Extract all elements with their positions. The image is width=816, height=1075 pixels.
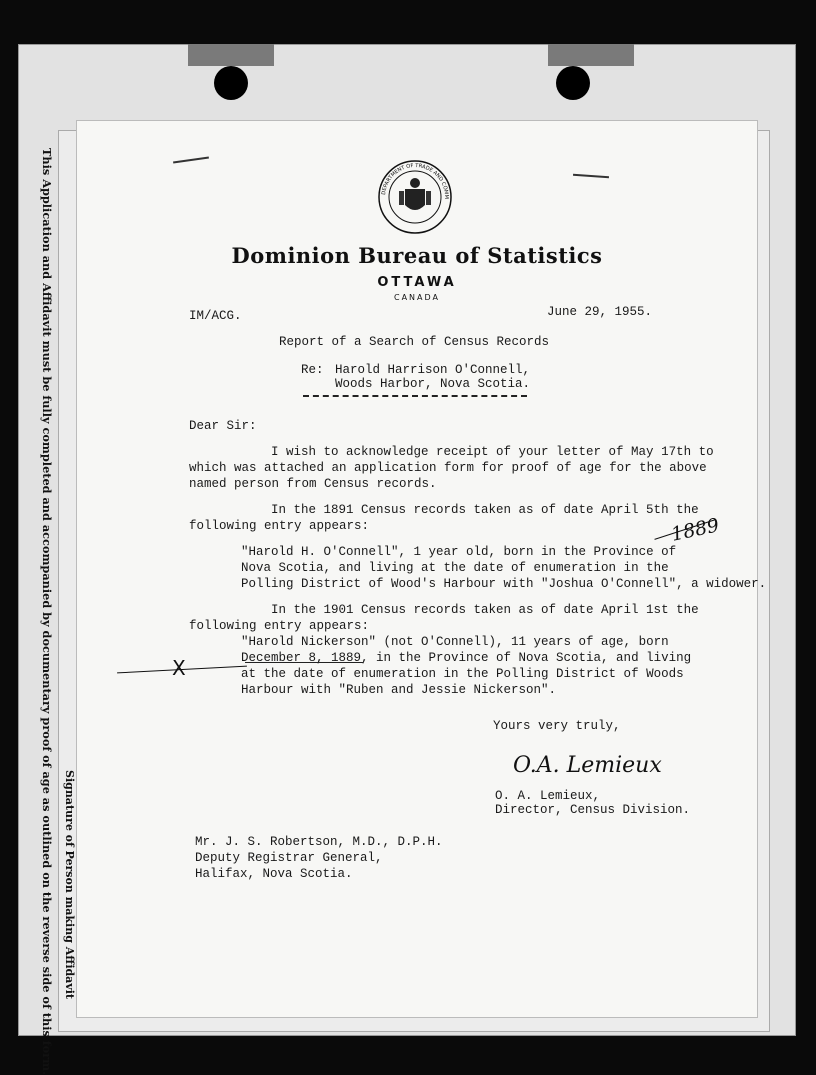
body-line: following entry appears: [189,519,370,533]
body-line: which was attached an application form for proof of age for the above [189,461,707,475]
body-line: named person from Census records. [189,477,437,491]
pen-mark [573,174,609,179]
body-line: In the 1901 Census records taken as of date April 1st the [271,603,699,617]
coat-of-arms-seal [377,159,453,235]
punch-hole-left [214,66,248,100]
quote-line: Nova Scotia, and living at the date of enumeration in the [241,561,669,575]
recipient-line: Deputy Registrar General, [195,851,383,865]
punch-hole-right [556,66,590,100]
organization-country: CANADA [393,293,440,302]
salutation: Dear Sir: [189,419,257,433]
reference-code: IM/ACG. [189,309,242,323]
re-place: Woods Harbor, Nova Scotia. [335,377,531,391]
recipient-line: Mr. J. S. Robertson, M.D., D.P.H. [195,835,443,849]
handwritten-year: 1889 [669,514,722,546]
side-signature-label: Signature of Person making Affidavit [63,770,76,999]
binder-tab-right [548,44,634,66]
body-line: In the 1891 Census records taken as of date April 5th the [271,503,699,517]
date-underline [245,662,363,663]
handwritten-signature: O.A. Lemieux [513,753,662,778]
binder-tab-left [188,44,274,66]
quote-line: Harbour with "Ruben and Jessie Nickerson". [241,683,557,697]
body-line: following entry appears: [189,619,370,633]
quote-line: at the date of enumeration in the Polling District of Woods [241,667,684,681]
letter-page [76,120,767,1018]
pen-mark [173,157,209,164]
quote-line: "Harold H. O'Connell", 1 year old, born in the Province of [241,545,677,559]
divider [303,395,527,397]
organization-city: OTTAWA [377,275,457,290]
closing: Yours very truly, [493,719,621,733]
quote-line: December 8, 1889, in the Province of Nova Scotia, and living [241,651,692,665]
organization-title: Dominion Bureau of Statistics [231,243,603,268]
signer-name: O. A. Lemieux, [495,789,601,803]
letter-date: June 29, 1955. [547,305,653,319]
quote-line: Polling District of Wood's Harbour with "Joshua O'Connell", a widower. [241,577,767,591]
side-instruction: This Application and Affidavit must be fully completed and accompanied by documentary proof of age as outlined on the reverse side of this form. [40,148,54,1075]
subject-line: Report of a Search of Census Records [279,335,550,349]
re-label: Re: [301,363,324,377]
body-line: I wish to acknowledge receipt of your letter of May 17th to [271,445,714,459]
re-name: Harold Harrison O'Connell, [335,363,531,377]
quote-line: "Harold Nickerson" (not O'Connell), 11 years of age, born [241,635,669,649]
recipient-line: Halifax, Nova Scotia. [195,867,353,881]
svg-text:DEPARTMENT OF TRADE AND COMMER: DEPARTMENT OF TRADE AND COMM [381,162,450,200]
signer-title: Director, Census Division. [495,803,691,817]
handwritten-x-mark: X [172,656,186,680]
